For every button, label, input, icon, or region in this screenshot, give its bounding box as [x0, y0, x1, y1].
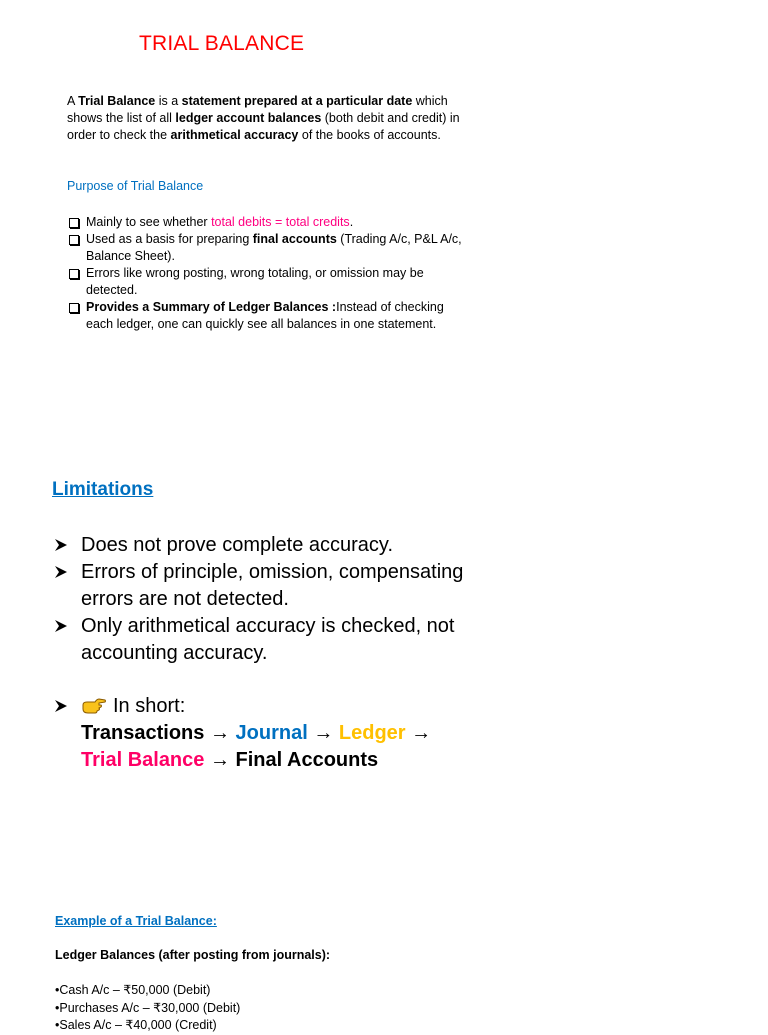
list-item: •Sales A/c – ₹40,000 (Credit): [55, 1018, 217, 1032]
purpose-heading: Purpose of Trial Balance: [67, 179, 204, 193]
list-item: •Cash A/c – ₹50,000 (Debit): [55, 983, 211, 997]
checkbox-bullet-icon: [69, 218, 79, 228]
flow-line-1: Transactions → Journal → Ledger →: [81, 722, 432, 744]
arrowhead-bullet-icon: [54, 538, 68, 552]
list-item: Only arithmetical accuracy is checked, not accounting accuracy.: [52, 613, 482, 667]
in-short-summary: In short: Transactions → Journal → Ledger → Trial Balance → Final Accounts: [52, 693, 502, 774]
list-item: Provides a Summary of Ledger Balances :Instead of checking each ledger, one can quickly see all balances in one statement.: [67, 299, 467, 333]
list-item: Used as a basis for preparing final accounts (Trading A/c, P&L A/c, Balance Sheet).: [67, 231, 467, 265]
checkbox-bullet-icon: [69, 235, 79, 245]
page-title: TRIAL BALANCE: [139, 32, 305, 55]
checkbox-bullet-icon: [69, 303, 79, 313]
arrowhead-bullet-icon: [54, 619, 68, 633]
list-item: Errors of principle, omission, compensating errors are not detected.: [52, 559, 482, 613]
ledger-balances-heading: Ledger Balances (after posting from journals):: [55, 948, 331, 962]
limitations-heading: Limitations: [52, 479, 154, 500]
intro-paragraph: A Trial Balance is a statement prepared at a particular date which shows the list of all ledger account balances (both debit and credit) in order to check the arithmetical accuracy of the books of accounts.: [67, 94, 460, 142]
arrowhead-bullet-icon: [54, 565, 68, 579]
list-item: Does not prove complete accuracy.: [52, 532, 482, 559]
flow-line-2: Trial Balance → Final Accounts: [81, 749, 379, 771]
list-item: •Purchases A/c – ₹30,000 (Debit): [55, 1000, 241, 1015]
purpose-list: [67, 214, 467, 333]
arrowhead-bullet-icon: [54, 699, 68, 713]
list-item: Errors like wrong posting, wrong totaling, or omission may be detected.: [67, 265, 467, 299]
limitations-list: [52, 532, 482, 667]
checkbox-bullet-icon: [69, 269, 79, 279]
example-heading: Example of a Trial Balance:: [55, 914, 217, 928]
ledger-balances-list: [55, 982, 240, 1035]
list-item: Mainly to see whether total debits = total credits.: [67, 214, 467, 231]
pointing-hand-icon: [81, 696, 107, 716]
